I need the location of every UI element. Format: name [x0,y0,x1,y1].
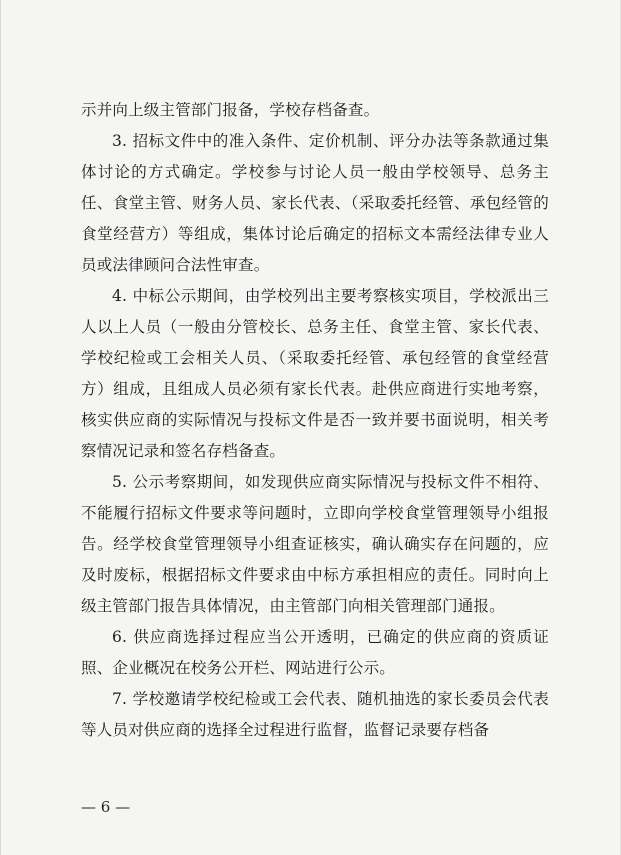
page-number: — 6 — [81,798,131,816]
paragraph-1: 示并向上级主管部门报备，学校存档备查。 [81,101,380,119]
paragraph-5: 6. 供应商选择过程应当公开透明，已确定的供应商的资质证照、企业概况在校务公开栏、网站进行公示。 [81,628,549,677]
document-body [81,95,549,746]
paragraph-6: 7. 学校邀请学校纪检或工会代表、随机抽选的家长委员会代表等人员对供应商的选择全过程进行监督，监督记录要存档备 [81,690,549,739]
paragraph-2: 3. 招标文件中的准入条件、定价机制、评分办法等条款通过集体讨论的方式确定。学校参与讨论人员一般由学校领导、总务主任、食堂主管、财务人员、家长代表、（采取委托经管、承包经管的食堂经营方）等组成，集体讨论后确定的招标文本需经法律专业人员或法律顾问合法性审查。 [81,132,549,274]
paragraph-4: 5. 公示考察期间，如发现供应商实际情况与投标文件不相符、不能履行招标文件要求等问题时，立即向学校食堂管理领导小组报告。经学校食堂管理领导小组查证核实，确认确实存在问题的，应及时废标，根据招标文件要求由中标方承担相应的责任。同时向上级主管部门报告具体情况，由主管部门向相关管理部门通报。 [81,473,549,615]
paragraph-3: 4. 中标公示期间，由学校列出主要考察核实项目，学校派出三人以上人员（一般由分管校长、总务主任、食堂主管、家长代表、学校纪检或工会相关人员、（采取委托经管、承包经管的食堂经营方）组成，且组成人员必须有家长代表。赴供应商进行实地考察，核实供应商的实际情况与投标文件是否一致并要书面说明，相关考察情况记录和签名存档备查。 [81,287,549,460]
